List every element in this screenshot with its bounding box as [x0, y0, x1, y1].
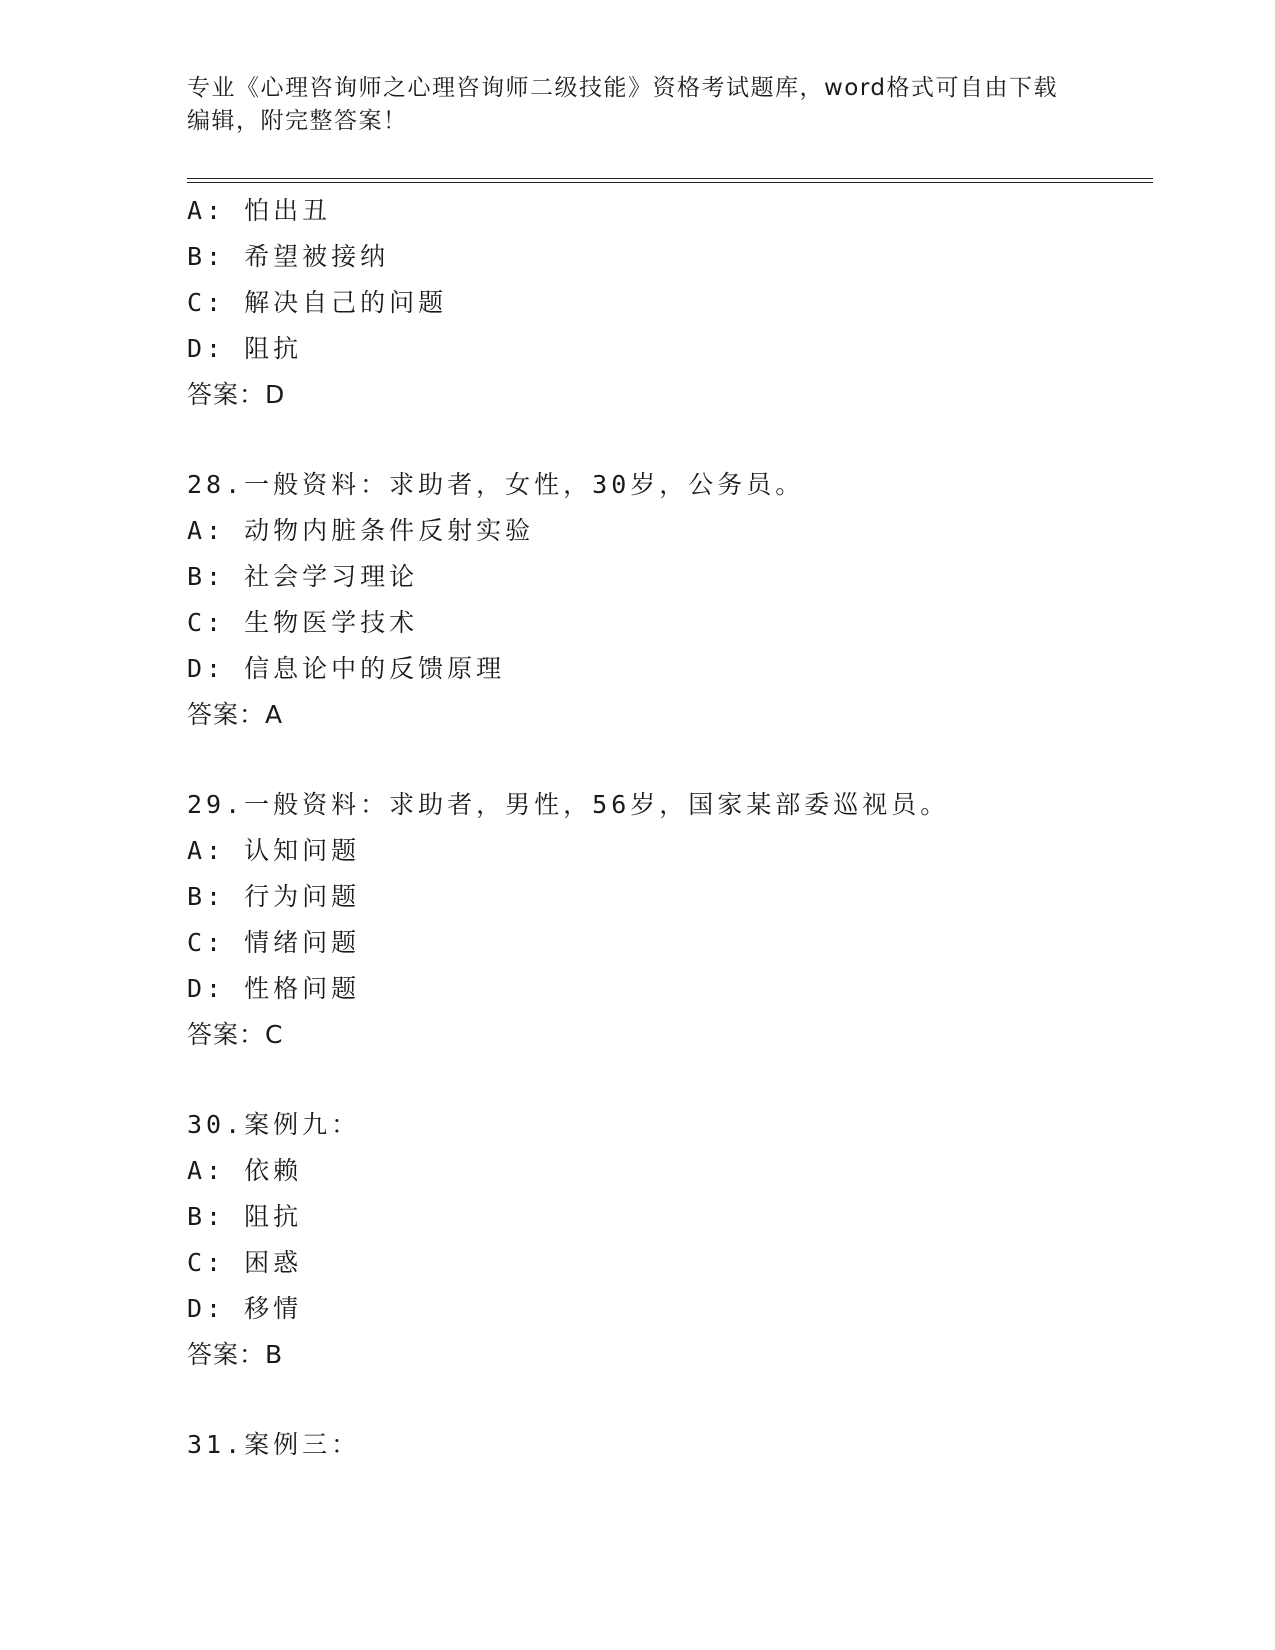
answer-line: 答案：A	[187, 700, 284, 729]
question-block	[187, 462, 1147, 738]
option-b: B: 阻抗	[187, 1202, 303, 1231]
option-d: D: 信息论中的反馈原理	[187, 654, 506, 683]
question-text: 30.案例九：	[187, 1110, 361, 1139]
header-divider	[187, 178, 1153, 183]
question-block	[187, 1102, 1147, 1378]
option-c: C: 生物医学技术	[187, 608, 419, 637]
option-c: C: 困惑	[187, 1248, 303, 1277]
question-block	[187, 188, 1147, 418]
option-a: A: 依赖	[187, 1156, 303, 1185]
option-c: C: 情绪问题	[187, 928, 361, 957]
header-line-2: 编辑，附完整答案！	[187, 108, 408, 134]
document-header	[187, 72, 1087, 138]
question-block	[187, 782, 1147, 1058]
header-line-1: 专业《心理咨询师之心理咨询师二级技能》资格考试题库，word格式可自由下载	[187, 75, 1059, 101]
question-text: 28.一般资料：求助者，女性，30岁，公务员。	[187, 470, 805, 499]
question-text: 31.案例三：	[187, 1430, 361, 1459]
option-d: D: 阻抗	[187, 334, 303, 363]
option-b: B: 行为问题	[187, 882, 361, 911]
option-a: A: 认知问题	[187, 836, 361, 865]
option-d: D: 性格问题	[187, 974, 361, 1003]
option-c: C: 解决自己的问题	[187, 288, 448, 317]
question-block	[187, 1422, 1147, 1468]
option-b: B: 希望被接纳	[187, 242, 390, 271]
option-b: B: 社会学习理论	[187, 562, 419, 591]
answer-line: 答案：C	[187, 1020, 284, 1049]
option-a: A: 动物内脏条件反射实验	[187, 516, 535, 545]
option-d: D: 移情	[187, 1294, 303, 1323]
answer-line: 答案：D	[187, 380, 286, 409]
question-text: 29.一般资料：求助者，男性，56岁，国家某部委巡视员。	[187, 790, 950, 819]
question-list	[187, 188, 1147, 1468]
option-a: A: 怕出丑	[187, 196, 332, 225]
answer-line: 答案：B	[187, 1340, 284, 1369]
